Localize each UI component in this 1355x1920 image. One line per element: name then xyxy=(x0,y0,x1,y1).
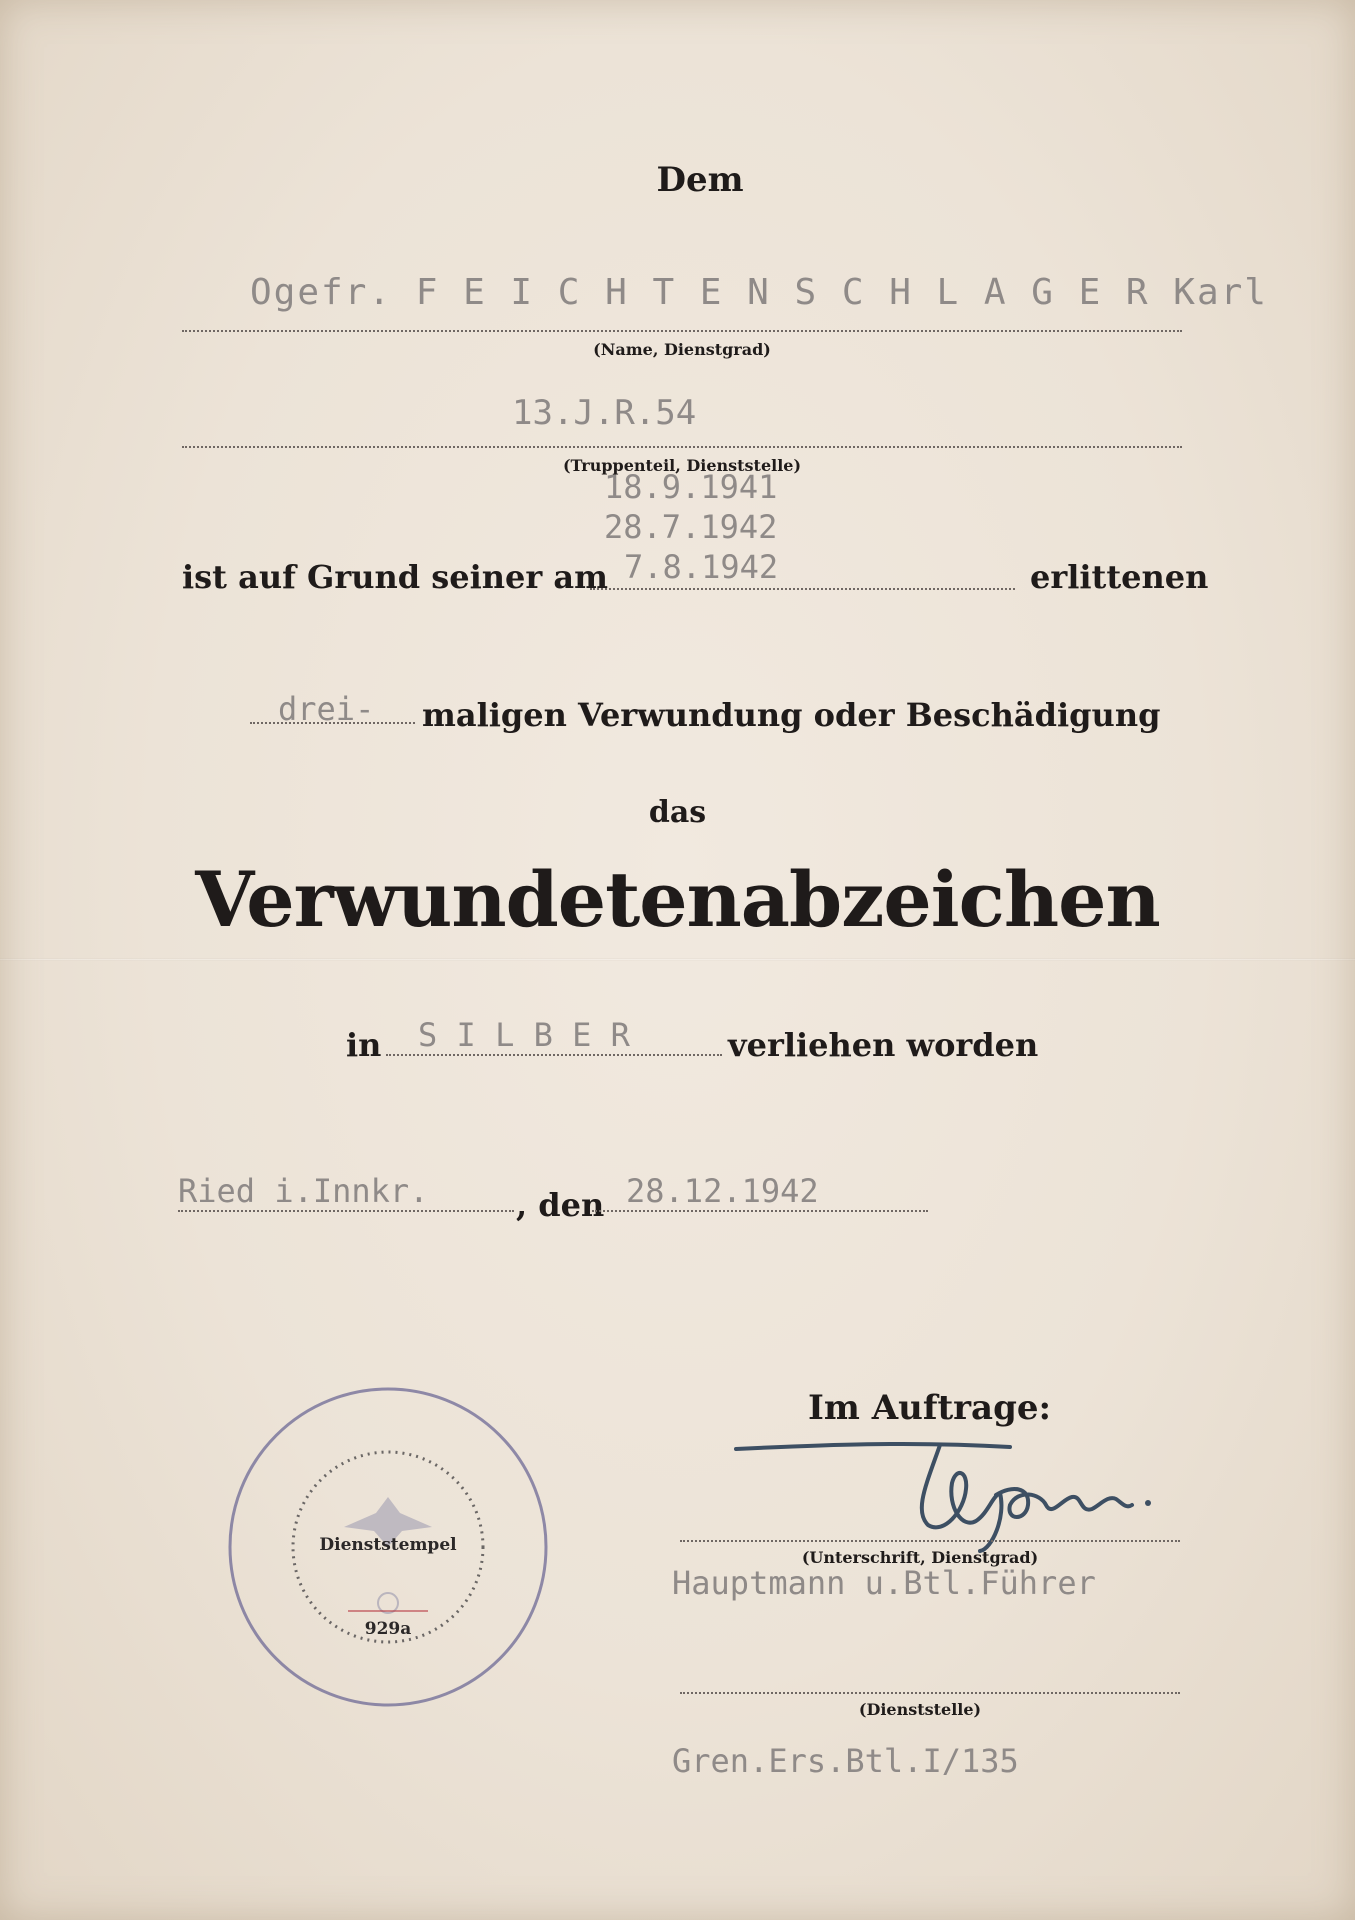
stamp-label: Dienststempel xyxy=(319,1535,457,1555)
rank-value: Hauptmann u.Btl.Führer xyxy=(672,1564,1096,1602)
award-title: Verwundetenabzeichen xyxy=(195,855,1160,944)
place-value: Ried i.Innkr. xyxy=(178,1172,429,1210)
office-value: Gren.Ers.Btl.I/135 xyxy=(672,1742,1019,1780)
count-text: maligen Verwundung oder Beschädigung xyxy=(422,696,1161,734)
unit-caption: (Truppenteil, Dienststelle) xyxy=(562,456,802,475)
authority-heading: Im Auftrage: xyxy=(808,1388,1052,1428)
signature-dotted-line xyxy=(680,1540,1180,1542)
grade-suffix: verliehen worden xyxy=(728,1026,1039,1064)
grounds-dotted-line xyxy=(590,588,1015,590)
official-stamp xyxy=(226,1385,550,1709)
unit-value: 13.J.R.54 xyxy=(512,393,697,433)
grounds-prefix: ist auf Grund seiner am xyxy=(182,558,608,596)
recipient-dotted-line xyxy=(182,330,1182,332)
count-value: drei- xyxy=(278,690,375,728)
office-caption: (Dienststelle) xyxy=(858,1700,982,1719)
salutation: Dem xyxy=(656,160,744,200)
place-dotted-line xyxy=(178,1210,514,1212)
signature-graphic xyxy=(730,1425,1170,1555)
injury-date-1: 18.9.1941 xyxy=(604,468,778,506)
date-value: 28.12.1942 xyxy=(626,1172,819,1210)
grade-prefix: in xyxy=(346,1026,382,1064)
injury-date-3: 7.8.1942 xyxy=(624,548,779,586)
grounds-suffix: erlittenen xyxy=(1030,558,1209,596)
place-date-separator: , den xyxy=(516,1186,605,1224)
grade-value: S I L B E R xyxy=(418,1016,630,1054)
count-dotted-line xyxy=(250,722,415,724)
page-fold xyxy=(0,958,1355,961)
recipient-name: Ogefr. F E I C H T E N S C H L A G E R Karl xyxy=(250,272,1268,313)
date-dotted-line xyxy=(592,1210,928,1212)
office-dotted-line xyxy=(680,1692,1180,1694)
signature-caption: (Unterschrift, Dienstgrad) xyxy=(801,1548,1039,1567)
injury-date-2: 28.7.1942 xyxy=(604,508,778,546)
unit-dotted-line xyxy=(182,446,1182,448)
article: das xyxy=(648,795,707,830)
grade-dotted-line xyxy=(386,1054,722,1056)
stamp-number: 929a xyxy=(364,1619,412,1639)
recipient-caption: (Name, Dienstgrad) xyxy=(593,340,771,359)
